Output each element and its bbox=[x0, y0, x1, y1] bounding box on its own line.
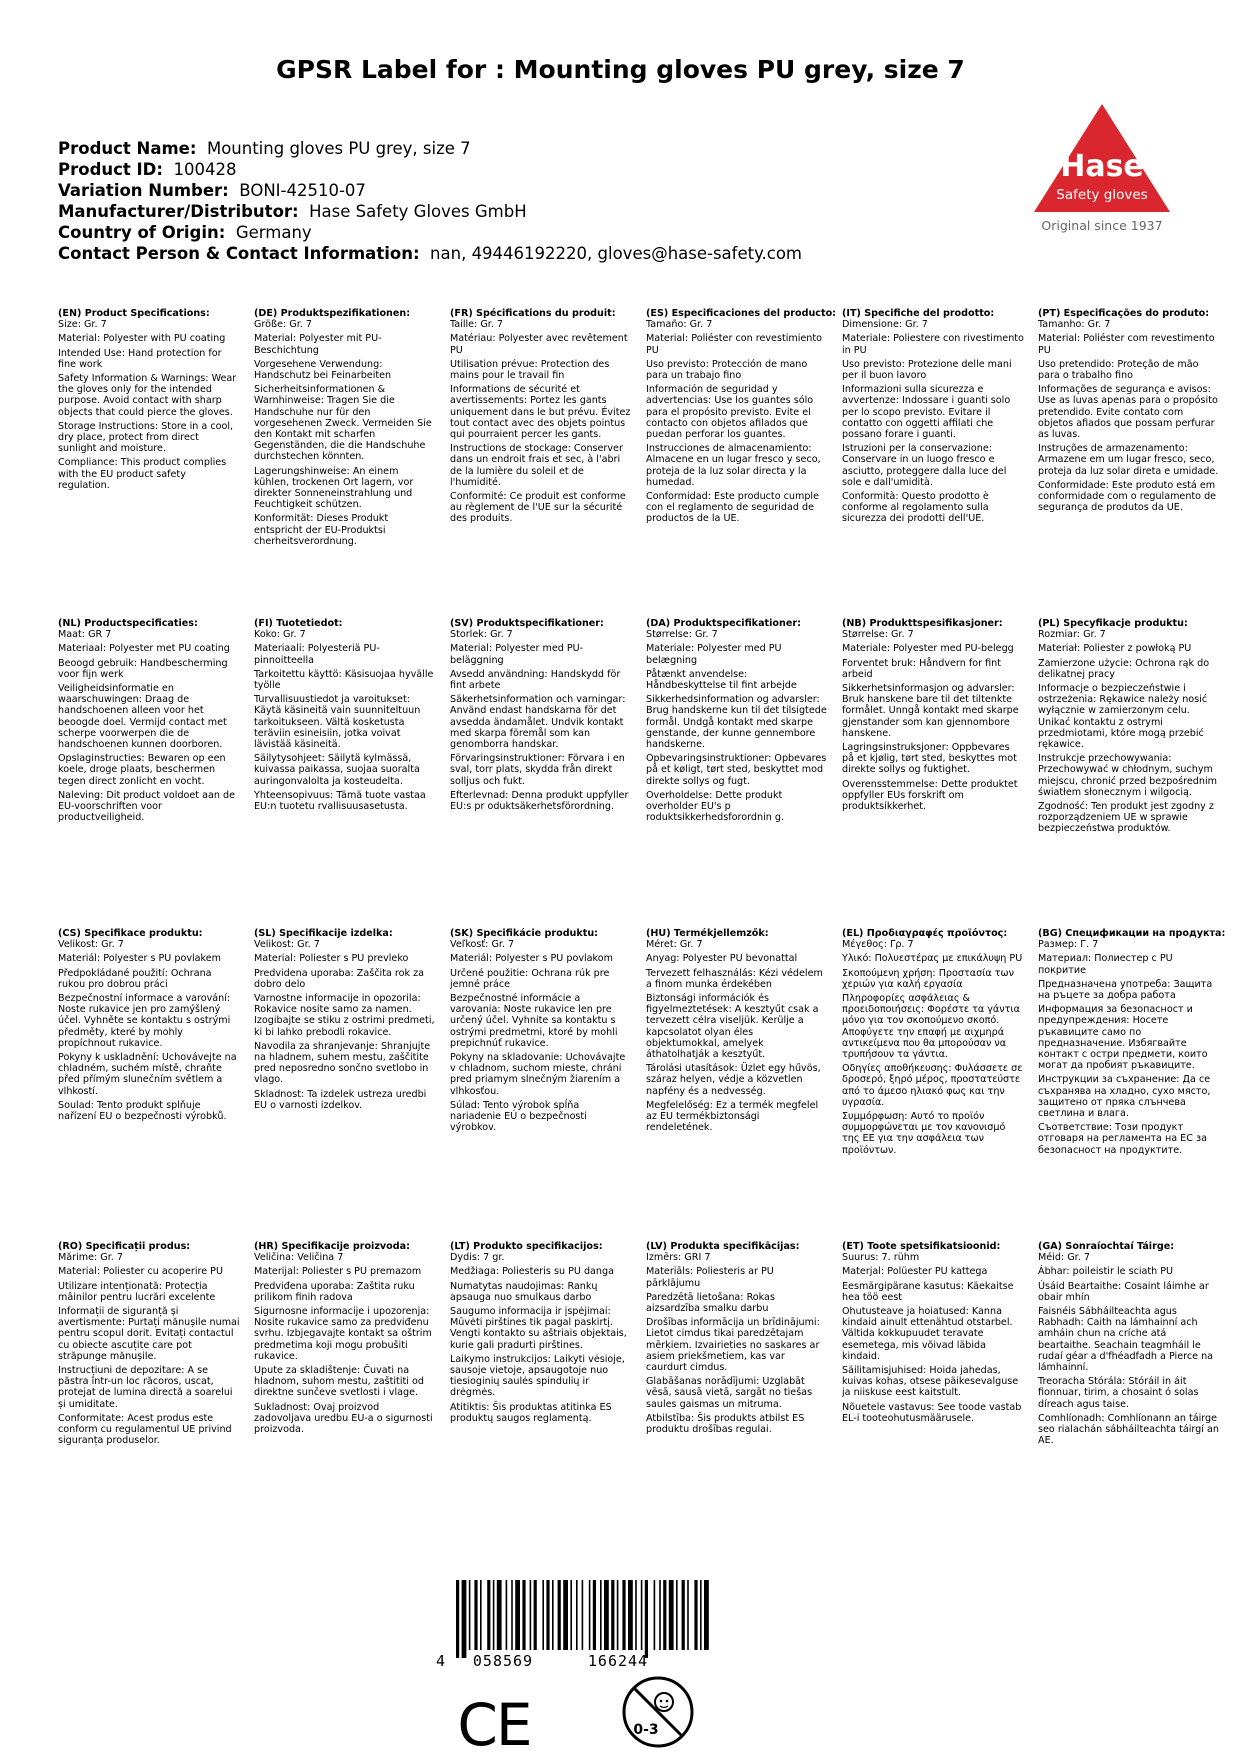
language-spec-field: Pokyny na skladovanie: Uchovávajte v chladnom, suchom mieste, chráni pred priamym slnečným žiarením a vlhkosťou. bbox=[450, 1052, 626, 1097]
language-spec-field: Veiligheidsinformatie en waarschuwingen: Draag de handschoenen alleen voor het beoogde doel. Vermijd contact met scherpe voorwerpen die de handschoenen kunnen doorboren. bbox=[58, 683, 227, 751]
logo-subtitle: Safety gloves bbox=[1056, 187, 1148, 203]
language-spec-header: (SK) Špecifikácie produktu: bbox=[450, 928, 599, 939]
language-spec-field: Opbevaringsinstruktioner: Opbevares på et køligt, tørt sted, beskyttet mod direkte sollys og fugt. bbox=[646, 753, 827, 787]
language-spec-field: Информация за безопасност и предупреждения: Носете ръкавиците само по предназначение. Избягвайте контакт с остри предмети, които могат да пробият ръкавиците. bbox=[1038, 1004, 1208, 1072]
language-spec-field: Mărime: Gr. 7 bbox=[58, 1252, 123, 1264]
language-spec-field: Υλικό: Πολυεστέρας με επικάλυψη PU bbox=[842, 953, 1023, 965]
language-spec-field: Instructions de stockage: Conserver dans un endroit frais et sec, à l'abri de la lumière du soleil et de l'humidité. bbox=[450, 443, 623, 488]
barcode-bar bbox=[641, 1580, 643, 1650]
language-spec-field: Materiāls: Poliesteris ar PU pārklājumu bbox=[646, 1266, 774, 1289]
barcode-bar bbox=[497, 1580, 502, 1650]
language-spec-field: Material: Poliester cu acoperire PU bbox=[58, 1266, 223, 1278]
age-range-label: 0-3 bbox=[633, 1722, 659, 1738]
language-spec-field: Suurus: 7. rühm bbox=[842, 1252, 920, 1264]
language-spec-field: Storage Instructions: Store in a cool, dry place, protect from direct sunlight and moisture. bbox=[58, 420, 234, 455]
language-spec-header: (EN) Product Specifications: bbox=[58, 308, 210, 319]
language-spec-field: Koko: Gr. 7 bbox=[254, 629, 306, 641]
product-info-block bbox=[58, 138, 988, 264]
language-spec-field: Størrelse: Gr. 7 bbox=[646, 629, 718, 641]
language-spec-header: (NL) Productspecificaties: bbox=[58, 618, 198, 629]
language-spec-block bbox=[646, 1241, 842, 1551]
language-spec-field: Eesmärgipärane kasutus: Käekaitse hea töö eest bbox=[842, 1280, 1014, 1303]
info-row bbox=[58, 222, 988, 243]
barcode-bar bbox=[682, 1580, 685, 1650]
barcode-bar bbox=[534, 1580, 537, 1650]
language-spec-field: Informações de segurança e avisos: Use as luvas apenas para o propósito pretendido. Evite contato com objetos afiados que possam perfurar as luvas. bbox=[1038, 384, 1218, 441]
barcode-bar bbox=[622, 1580, 625, 1650]
language-spec-field: Sukladnost: Ovaj proizvod zadovoljava uredbu EU-a o sigurnosti proizvoda. bbox=[254, 1401, 433, 1436]
barcode-bar bbox=[576, 1580, 578, 1650]
barcode-bar bbox=[669, 1580, 674, 1650]
language-spec-field: Opslaginstructies: Bewaren op een koele, droge plaats, beschermen tegen direct zonlicht en vocht. bbox=[58, 753, 226, 787]
language-spec-header: (DE) Produktspezifikationen: bbox=[254, 308, 411, 319]
language-spec-field: Conformità: Questo prodotto è conforme al regolamento sulla sicurezza dei prodotti dell'UE. bbox=[842, 491, 989, 525]
barcode-bar bbox=[635, 1580, 637, 1650]
language-spec-block bbox=[450, 1241, 646, 1551]
language-spec-field: Storlek: Gr. 7 bbox=[450, 629, 513, 641]
language-spec-field: Nõuetele vastavus: See toode vastab EL-i tooteohutusmäärusele. bbox=[842, 1401, 1022, 1424]
language-spec-field: Drošības informācija un brīdinājumi: Lietot cimdus tikai paredzētajam mērķiem. Izvairieties no saskares ar asiem priekšmetiem, kas var caurdurt cimdus. bbox=[646, 1317, 820, 1374]
language-spec-field: Bezpečnostní informace a varování: Noste rukavice jen pro zamýšlený účel. Vyhněte se kontaktu s ostrými předměty, které by mohly propíchnout rukavice. bbox=[58, 993, 231, 1049]
language-spec-field: Tarkoitettu käyttö: Käsisuojaa hyvälle työlle bbox=[254, 668, 434, 692]
info-value: BONI-42510-07 bbox=[239, 181, 366, 200]
barcode-bar bbox=[522, 1580, 525, 1650]
info-label: Product ID: bbox=[58, 160, 163, 179]
language-spec-field: Zamierzone użycie: Ochrona rąk do delikatnej pracy bbox=[1038, 657, 1210, 680]
language-spec-field: Veličina: Veličina 7 bbox=[254, 1252, 344, 1264]
language-spec-field: Säilitamisjuhised: Hoida jahedas, kuivas kohas, otsese päikesevalguse ja niiskuse eest kaitstult. bbox=[842, 1365, 1019, 1399]
barcode-bar bbox=[570, 1580, 572, 1650]
barcode-bar bbox=[515, 1580, 520, 1650]
barcode-bar bbox=[600, 1580, 602, 1650]
info-row bbox=[58, 180, 988, 201]
language-spec-field: Dimensione: Gr. 7 bbox=[842, 319, 928, 331]
language-spec-block bbox=[842, 308, 1038, 618]
language-spec-field: Sikkerhedsinformation og advarsler: Brug handskerne kun til det tilsigtede formål. Undgå kontakt med skarpe genstande, der kunne gennembore handskerne. bbox=[646, 694, 827, 751]
language-spec-block bbox=[58, 618, 254, 928]
barcode-bar bbox=[593, 1580, 596, 1650]
language-spec-field: Uso pretendido: Proteção de mão para o trabalho fino bbox=[1038, 358, 1199, 382]
language-spec-header: (SV) Produktspecifikationer: bbox=[450, 618, 604, 629]
barcode-bar bbox=[546, 1580, 549, 1650]
language-spec-field: Predviđena uporaba: Zaštita ruku prilikom finih radova bbox=[254, 1280, 415, 1303]
language-spec-field: Instrukcje przechowywania: Przechowywać w chłodnym, suchym miejscu, chronić przed bezpośrednim światłem słonecznym i wilgocią. bbox=[1038, 753, 1217, 798]
barcode-bar bbox=[480, 1580, 482, 1650]
barcode-bar bbox=[506, 1580, 508, 1650]
language-spec-field: Úsáid Beartaithe: Cosaint láimhe ar obair mhín bbox=[1038, 1280, 1209, 1303]
language-spec-field: Konformität: Dieses Produkt entspricht der EU-Produktsi cherheitsverordnung. bbox=[254, 513, 389, 547]
language-spec-field: Material: Polyester med PU-beläggning bbox=[450, 643, 584, 666]
language-spec-field: Materijal: Poliester s PU premazom bbox=[254, 1266, 422, 1278]
language-spec-field: Treoracha Stórála: Stóráil in áit fionnuar, tirim, a chosaint ó solas díreach agus taise. bbox=[1038, 1376, 1199, 1410]
barcode-bar bbox=[469, 1580, 471, 1650]
language-spec-block bbox=[58, 1241, 254, 1551]
language-spec-field: Μέγεθος: Γρ. 7 bbox=[842, 939, 914, 951]
barcode-bar bbox=[654, 1580, 656, 1650]
info-value: nan, 49446192220, gloves@hase-safety.com bbox=[430, 244, 802, 263]
language-spec-header: (LT) Produkto specifikacijos: bbox=[450, 1241, 603, 1252]
language-spec-block bbox=[450, 308, 646, 618]
language-spec-header: (RO) Specificații produs: bbox=[58, 1241, 191, 1252]
language-spec-header: (PL) Specyfikacje produktu: bbox=[1038, 618, 1188, 629]
language-spec-field: Предназначена употреба: Защита на ръцете за добра работа bbox=[1038, 978, 1213, 1002]
language-spec-field: Sigurnosne informacije i upozorenja: Nosite rukavice samo za predviđenu svrhu. Izbjegavajte kontakt sa oštrim predmetima koji mogu probušiti rukavice. bbox=[254, 1306, 432, 1362]
language-spec-field: Съответствие: Този продукт отговаря на регламента на ЕС за безопасност на продуктите. bbox=[1038, 1122, 1207, 1156]
language-spec-block bbox=[450, 928, 646, 1241]
language-spec-field: Efterlevnad: Denna produkt uppfyller EU:s pr oduktsäkerhetsförordning. bbox=[450, 789, 629, 813]
language-spec-block bbox=[1038, 618, 1234, 928]
hase-logo-icon bbox=[1034, 104, 1170, 240]
barcode-bar bbox=[589, 1580, 591, 1650]
language-spec-block bbox=[58, 308, 254, 618]
info-value: Hase Safety Gloves GmbH bbox=[309, 202, 527, 221]
language-spec-block bbox=[646, 308, 842, 618]
language-spec-field: Materiał: Poliester z powłoką PU bbox=[1038, 643, 1192, 655]
language-spec-field: Uso previsto: Protección de mano para un trabajo fino bbox=[646, 358, 808, 382]
language-spec-block bbox=[842, 928, 1038, 1241]
language-spec-field: Maat: GR 7 bbox=[58, 629, 112, 641]
language-spec-block bbox=[450, 618, 646, 928]
language-spec-field: Material: Polyester mit PU-Beschichtung bbox=[254, 333, 382, 356]
language-spec-field: Navodila za shranjevanje: Shranjujte na hladnem, suhem mestu, zaščitite pred neposredno sončno svetlobo in vlago. bbox=[254, 1040, 431, 1086]
language-spec-field: Předpokládané použití: Ochrana rukou pro dobrou práci bbox=[58, 967, 212, 990]
info-label: Variation Number: bbox=[58, 181, 229, 200]
language-spec-block bbox=[254, 618, 450, 928]
language-spec-field: Información de seguridad y advertencias: Use los guantes sólo para el propósito previsto. Evite el contacto con objetos afilados que puedan perforar los guantes. bbox=[646, 384, 814, 441]
language-spec-field: Förvaringsinstruktioner: Förvara i en sval, torr plats, skydda från direkt solljus och fukt. bbox=[450, 753, 625, 787]
language-spec-field: Yhteensopivuus: Tämä tuote vastaa EU:n tuotetu rvallisuusasetusta. bbox=[254, 789, 426, 813]
language-grid bbox=[58, 308, 1238, 1548]
language-spec-field: Conformité: Ce produit est conforme au règlement de l'UE sur la sécurité des produits. bbox=[450, 491, 626, 525]
language-spec-field: Lagringsinstruksjoner: Oppbevares på et kjølig, tørt sted, beskyttes mot direkte sollys og fuktighet. bbox=[842, 742, 1017, 776]
info-label: Manufacturer/Distributor: bbox=[58, 202, 299, 221]
language-spec-field: Soulad: Tento produkt splňuje nařízení EU o bezpečnosti výrobků. bbox=[58, 1099, 227, 1123]
language-spec-field: Sikkerhetsinformasjon og advarsler: Bruk hanskene bare til det tiltenkte formålet. Unngå kontakt med skarpe gjenstander som kan gjennombore hanskene. bbox=[842, 683, 1019, 739]
language-spec-field: Faisnéis Sábháilteachta agus Rabhadh: Caith na lámhainní ach amháin chun na críche atá beartaithe. Seachain teagmháil le rudaí géar a d'fhéadfadh a Pierce na lámhainní. bbox=[1038, 1306, 1214, 1374]
barcode-digits-right: 166244 bbox=[587, 1652, 649, 1668]
language-spec-header: (IT) Specifiche del prodotto: bbox=[842, 308, 995, 319]
language-spec-field: Tamaño: Gr. 7 bbox=[646, 319, 713, 331]
language-spec-field: Instrucțiuni de depozitare: A se păstra într-un loc răcoros, uscat, protejat de lumina directă a soarelui și umiditate. bbox=[58, 1365, 233, 1410]
language-spec-field: Instrucciones de almacenamiento: Almacene en un lugar fresco y seco, proteja de la luz solar directa y la humedad. bbox=[646, 443, 821, 488]
language-spec-field: Laikymo instrukcijos: Laikyti vėsioje, sausoje vietoje, apsaugotoje nuo tiesioginių saulės spindulių ir drėgmės. bbox=[450, 1353, 625, 1399]
language-spec-field: Saugumo informacija ir įspėjimai: Mūvėti pirštines tik pagal paskirtį. Vengti kontakto su aštriais objektais, kurie gali pradurti pirštines. bbox=[450, 1306, 627, 1351]
language-spec-field: Säilytysohjeet: Säilytä kylmässä, kuivassa paikassa, suojaa suoralta auringonvalolta ja kosteudelta. bbox=[254, 753, 420, 787]
language-spec-field: Atbilstība: Šis produkts atbilst ES produktu drošības regulai. bbox=[646, 1412, 805, 1436]
barcode-bar bbox=[659, 1580, 661, 1650]
barcode-bar bbox=[687, 1580, 689, 1650]
barcode-bar bbox=[552, 1580, 554, 1650]
language-spec-field: Megfelelőség: Ez a termék megfelel az EU termékbiztonsági rendeletének. bbox=[646, 1099, 819, 1134]
language-spec-field: Anyag: Polyester PU bevonattal bbox=[646, 953, 798, 965]
barcode-bar bbox=[542, 1580, 544, 1650]
language-spec-field: Paredzētā lietošana: Rokas aizsardzība smalku darbu bbox=[646, 1291, 775, 1315]
language-spec-field: Vorgesehene Verwendung: Handschutz bei Feinarbeiten bbox=[254, 358, 392, 382]
barcode-bar bbox=[563, 1580, 568, 1650]
language-spec-field: Atitiktis: Šis produktas atitinka ES produktų saugos reglamentą. bbox=[450, 1401, 612, 1424]
barcode-digits-left: 058569 bbox=[472, 1652, 534, 1668]
ce-mark-icon bbox=[450, 1693, 538, 1751]
language-spec-field: Materiale: Poliestere con rivestimento in PU bbox=[842, 333, 1024, 356]
language-spec-field: Skladnost: Ta izdelek ustreza uredbi EU o varnosti izdelkov. bbox=[254, 1088, 427, 1111]
language-spec-field: Avsedd användning: Handskydd för fint arbete bbox=[450, 668, 621, 692]
info-row bbox=[58, 243, 988, 264]
barcode-bar bbox=[530, 1580, 532, 1650]
language-spec-field: Material: Polyester with PU coating bbox=[58, 333, 226, 345]
info-row bbox=[58, 159, 988, 180]
language-spec-field: Predvidena uporaba: Zaščita rok za dobro delo bbox=[254, 967, 425, 990]
language-spec-field: Conformitate: Acest produs este conform cu regulamentul UE privind siguranța produselor. bbox=[58, 1412, 232, 1447]
language-spec-field: Tárolási utasítások: Üzlet egy hűvös, száraz helyen, védje a közvetlen napfény és a nedvesség. bbox=[646, 1063, 821, 1097]
language-spec-field: Taille: Gr. 7 bbox=[450, 319, 504, 331]
language-spec-block bbox=[254, 308, 450, 618]
barcode-bar bbox=[604, 1580, 609, 1650]
barcode-bar bbox=[700, 1580, 702, 1650]
info-label: Product Name: bbox=[58, 139, 197, 158]
language-spec-field: Turvallisuustiedot ja varoitukset: Käytä käsineitä vain suunniteltuun tarkoitukseen. Vältä kosketusta teräviin esineisiin, jotka voivat lävistää käsineitä. bbox=[254, 694, 421, 751]
language-spec-field: Instruções de armazenamento: Armazene em um lugar fresco, seco, proteja da luz solar direta e umidade. bbox=[1038, 443, 1219, 477]
language-spec-field: Informations de sécurité et avertissements: Portez les gants uniquement dans le but prévu. Évitez tout contact avec des objets pointus qui pourraient percer les gants. bbox=[450, 384, 631, 441]
language-spec-field: Sicherheitsinformationen & Warnhinweise: Tragen Sie die Handschuhe nur für den vorgesehenen Zweck. Vermeiden Sie den Kontakt mit scharfen Gegenständen, die die Handschuhe durchstechen könnten. bbox=[254, 384, 432, 463]
language-spec-field: Material: Poliéster con revestimiento PU bbox=[646, 333, 822, 356]
language-spec-header: (SL) Specifikacije izdelka: bbox=[254, 928, 393, 939]
barcode-bar bbox=[611, 1580, 614, 1650]
language-spec-field: Numatytas naudojimas: Rankų apsauga nuo smulkaus darbo bbox=[450, 1280, 598, 1303]
logo-tagline: Original since 1937 bbox=[1041, 218, 1163, 233]
language-spec-block bbox=[646, 618, 842, 928]
barcode-bar bbox=[474, 1580, 477, 1650]
language-spec-block bbox=[1038, 308, 1234, 618]
language-spec-block bbox=[842, 1241, 1038, 1551]
language-spec-block bbox=[254, 1241, 450, 1551]
language-spec-header: (BG) Спецификации на продукта: bbox=[1038, 928, 1226, 939]
info-label: Contact Person & Contact Information: bbox=[58, 244, 420, 263]
language-spec-header: (NB) Produkttspesifikasjoner: bbox=[842, 618, 1003, 629]
language-spec-field: Materiale: Polyester med PU-belegg bbox=[842, 643, 1014, 655]
language-spec-field: Informacje o bezpieczeństwie i ostrzeżenia: Rękawice należy nosić wyłącznie w zamierzonym celu. Unikać kontaktu z ostrymi przedmiotami, które mogą przebić rękawice. bbox=[1038, 683, 1208, 751]
language-spec-field: Materiál: Polyester s PU povlakem bbox=[58, 953, 222, 965]
language-spec-field: Conformidade: Este produto está em conformidade com o regulamento de segurança de produtos da UE. bbox=[1038, 479, 1217, 514]
language-spec-field: Material: Poliéster com revestimento PU bbox=[1038, 333, 1215, 356]
language-spec-field: Ohutusteave ja hoiatused: Kanna kindaid ainult ettenähtud otstarbel. Vältida kokkupuudet teravate esemetega, mis võivad läbida kindaid. bbox=[842, 1306, 1013, 1362]
barcode-bar bbox=[663, 1580, 666, 1650]
barcode-bar bbox=[704, 1580, 709, 1650]
language-spec-field: Säkerhetsinformation och varningar: Använd endast handskarna för det avsedda ändamålet. Undvik kontakt med skarpa föremål som kan genomborra handskar. bbox=[450, 694, 626, 751]
language-spec-header: (CS) Specifikace produktu: bbox=[58, 928, 203, 939]
language-spec-field: Uso previsto: Protezione delle mani per il buon lavoro bbox=[842, 358, 1012, 382]
barcode-bar bbox=[558, 1580, 561, 1650]
language-spec-field: Méid: Gr. 7 bbox=[1038, 1252, 1090, 1264]
ce-mark-text: CE bbox=[457, 1693, 531, 1751]
barcode-digit-lead: 4 bbox=[436, 1652, 446, 1668]
language-spec-field: Informazioni sulla sicurezza e avvertenze: Indossare i guanti solo per lo scopo previsto. Evitare il contatto con oggetti affilati che possano forare i guanti. bbox=[842, 384, 1011, 441]
language-spec-field: Οδηγίες αποθήκευσης: Φυλάσσετε σε δροσερό, ξηρό μέρος, προστατεύστε από το άμεσο ηλιακό φως και την υγρασία. bbox=[842, 1063, 1023, 1108]
language-spec-block bbox=[1038, 928, 1234, 1241]
language-spec-field: Πληροφορίες ασφάλειας & προειδοποιήσεις: Φορέστε τα γάντια μόνο για τον σκοπούμενο σκοπό. Αποφύγετε την επαφή με αιχμηρά αντικείμενα που θα μπορούσαν να τρυπήσουν τα γάντια. bbox=[842, 993, 1020, 1061]
language-spec-block bbox=[254, 928, 450, 1241]
language-spec-field: Izmērs: GRI 7 bbox=[646, 1252, 711, 1264]
language-spec-field: Velikost: Gr. 7 bbox=[254, 939, 320, 951]
language-spec-header: (FR) Spécifications du produit: bbox=[450, 308, 616, 319]
language-spec-header: (DA) Produktspecifikationer: bbox=[646, 618, 801, 629]
language-spec-block bbox=[1038, 1241, 1234, 1551]
language-spec-field: Size: Gr. 7 bbox=[58, 319, 107, 331]
language-spec-block bbox=[646, 928, 842, 1241]
language-spec-field: Glabāšanas norādījumi: Uzglabāt vēsā, sausā vietā, sargāt no tiešas saules gaismas un mitruma. bbox=[646, 1376, 813, 1410]
language-spec-field: Pokyny k uskladnění: Uchovávejte na chladném, suchém místě, chraňte před přímým slunečním světlem a vlhkostí. bbox=[58, 1052, 237, 1097]
info-value: Germany bbox=[235, 223, 312, 242]
language-spec-header: (LV) Produkta specifikācijas: bbox=[646, 1241, 800, 1252]
language-spec-field: Beoogd gebruik: Handbescherming voor fijn werk bbox=[58, 657, 228, 680]
language-spec-field: Zgodność: Ten produkt jest zgodny z rozporządzeniem UE w sprawie bezpieczeństwa produktów. bbox=[1038, 801, 1214, 835]
language-spec-header: (PT) Especificações do produto: bbox=[1038, 308, 1210, 319]
language-spec-field: Material: Poliester s PU prevleko bbox=[254, 953, 409, 965]
page-title: GPSR Label for : Mounting gloves PU grey, size 7 bbox=[276, 55, 965, 84]
language-spec-block bbox=[58, 928, 254, 1241]
language-spec-field: Safety Information & Warnings: Wear the gloves only for the intended purpose. Avoid contact with sharp objects that could pierce the gloves. bbox=[58, 373, 237, 418]
language-spec-field: Súlad: Tento výrobok spĺňa nariadenie EÚ o bezpečnosti výrobkov. bbox=[450, 1099, 587, 1134]
info-row bbox=[58, 138, 988, 159]
info-value: Mounting gloves PU grey, size 7 bbox=[206, 139, 471, 158]
language-spec-field: Rozmiar: Gr. 7 bbox=[1038, 629, 1106, 641]
language-spec-field: Σκοπούμενη χρήση: Προστασία των χεριών για καλή εργασία bbox=[842, 967, 1014, 990]
language-spec-field: Intended Use: Hand protection for fine work bbox=[58, 347, 222, 370]
info-label: Country of Origin: bbox=[58, 223, 226, 242]
language-spec-field: Medžiaga: Poliesteris su PU danga bbox=[450, 1266, 614, 1278]
language-spec-field: Biztonsági információk és figyelmeztetések: A kesztyűt csak a tervezett célra viseljük. Kerülje a kapcsolatot olyan éles objektumokkal, amelyek áthatolhatják a kesztyűt. bbox=[646, 993, 819, 1061]
language-spec-field: Conformidad: Este producto cumple con el reglamento de seguridad de productos de la UE. bbox=[646, 491, 819, 525]
language-spec-field: Velikost: Gr. 7 bbox=[58, 939, 124, 951]
language-spec-header: (GA) Sonraíochtaí Táirge: bbox=[1038, 1241, 1175, 1252]
language-spec-field: Veľkosť: Gr. 7 bbox=[450, 939, 515, 951]
language-spec-field: Comhlíonadh: Comhlíonann an táirge seo rialachán sábháilteachta táirgí an AE. bbox=[1038, 1412, 1219, 1447]
language-spec-field: Forventet bruk: Håndvern for fint arbeid bbox=[842, 657, 1001, 680]
language-spec-field: Varnostne informacije in opozorila: Rokavice nosite samo za namen. Izogibajte se stiku z ostrimi predmeti, ki bi lahko prebodli rokavice. bbox=[254, 993, 435, 1038]
language-spec-field: Dydis: 7 gr. bbox=[450, 1252, 505, 1264]
language-spec-field: Určené použitie: Ochrana rúk pre jemné práce bbox=[450, 967, 610, 990]
barcode-bar bbox=[456, 1580, 459, 1658]
language-spec-field: Größe: Gr. 7 bbox=[254, 319, 312, 331]
language-spec-field: Materiaali: Polyesteriä PU-pinnoitteella bbox=[254, 643, 380, 666]
info-value: 100428 bbox=[173, 160, 237, 179]
language-spec-field: Materjal: Polüester PU kattega bbox=[842, 1266, 988, 1278]
language-spec-block bbox=[842, 618, 1038, 928]
barcode-bar bbox=[694, 1580, 697, 1650]
language-spec-field: Tervezett felhasználás: Kézi védelem a finom munka érdekében bbox=[646, 967, 823, 990]
barcode-bar bbox=[493, 1580, 495, 1650]
language-spec-field: Materiaal: Polyester met PU coating bbox=[58, 643, 230, 655]
barcode-bar bbox=[628, 1580, 633, 1650]
language-spec-field: Συμμόρφωση: Αυτό το προϊόν συμμορφώνεται με τον κανονισμό της ΕΕ για την ασφάλεια των προϊόντων. bbox=[842, 1111, 1006, 1156]
age-warning-icon bbox=[620, 1674, 696, 1750]
info-row bbox=[58, 201, 988, 222]
barcode-bar bbox=[511, 1580, 513, 1650]
language-spec-header: (HU) Termékjellemzők: bbox=[646, 928, 769, 939]
language-spec-field: Påtænkt anvendelse: Håndbeskyttelse til fint arbejde bbox=[646, 668, 797, 692]
barcode-bar bbox=[582, 1580, 584, 1650]
barcode-bar bbox=[676, 1580, 678, 1650]
language-spec-field: Compliance: This product complies with the EU product safety regulation. bbox=[58, 457, 227, 491]
language-spec-field: Materiál: Polyester s PU povlakom bbox=[450, 953, 613, 965]
language-spec-field: Utilizare intenționată: Protecția mâinilor pentru lucrări excelente bbox=[58, 1280, 216, 1303]
language-spec-field: Материал: Полиестер с PU покритие bbox=[1038, 953, 1173, 976]
language-spec-field: Utilisation prévue: Protection des mains pour le travail fin bbox=[450, 358, 610, 382]
language-spec-header: (ET) Toote spetsifikatsioonid: bbox=[842, 1241, 1001, 1252]
language-spec-field: Naleving: Dit product voldoet aan de EU-voorschriften voor productveiligheid. bbox=[58, 789, 235, 824]
language-spec-field: Bezpečnostné informácie a varovania: Noste rukavice len pre určený účel. Vyhnite sa kontaktu s ostrými predmetmi, ktoré by mohli prepichnúť rukavice. bbox=[450, 993, 618, 1049]
language-spec-field: Informații de siguranță și avertismente: Purtați mănușile numai pentru scopul dorit. Evitați contactul cu obiecte ascuțite care pot străpunge mănușile. bbox=[58, 1306, 240, 1362]
language-spec-header: (ES) Especificaciones del producto: bbox=[646, 308, 837, 319]
barcode-bar bbox=[462, 1580, 467, 1658]
language-spec-field: Инструкции за съхранение: Да се съхранява на хладно, сухо място, защитено от пряка слънчева светлина и влага. bbox=[1038, 1074, 1211, 1120]
language-spec-field: Matériau: Polyester avec revêtement PU bbox=[450, 333, 628, 356]
language-spec-field: Istruzioni per la conservazione: Conservare in un luogo fresco e asciutto, proteggere dalla luce del sole e dall'umidità. bbox=[842, 443, 1007, 488]
language-spec-field: Méret: Gr. 7 bbox=[646, 939, 703, 951]
barcode-bar bbox=[645, 1580, 648, 1658]
language-spec-header: (HR) Specifikacije proizvoda: bbox=[254, 1241, 410, 1252]
language-spec-field: Tamanho: Gr. 7 bbox=[1038, 319, 1111, 331]
ean-barcode bbox=[432, 1580, 714, 1668]
language-spec-field: Ábhar: poileistir le sciath PU bbox=[1038, 1266, 1174, 1278]
language-spec-field: Overholdelse: Dette produkt overholder EU's p roduktsikkerhedsforordnin g. bbox=[646, 789, 785, 824]
language-spec-field: Размер: Г. 7 bbox=[1038, 939, 1099, 951]
language-spec-field: Lagerungshinweise: An einem kühlen, trockenen Ort lagern, vor direkter Sonneneinstrahlung und Feuchtigkeit schützen. bbox=[254, 465, 414, 511]
language-spec-field: Størrelse: Gr. 7 bbox=[842, 629, 914, 641]
language-spec-header: (EL) Προδιαγραφές προϊόντος: bbox=[842, 928, 1008, 939]
logo-brand: Hase bbox=[1060, 149, 1144, 184]
language-spec-field: Materiale: Polyester med PU belægning bbox=[646, 643, 782, 666]
barcode-bar bbox=[487, 1580, 490, 1650]
barcode-bar bbox=[617, 1580, 619, 1650]
language-spec-field: Upute za skladištenje: Čuvati na hladnom, suhom mestu, zaštititi od direktne sunčeve svetlosti i vlage. bbox=[254, 1365, 424, 1399]
language-spec-header: (FI) Tuotetiedot: bbox=[254, 618, 343, 629]
language-spec-field: Overensstemmelse: Dette produktet oppfyller EUs forskrift om produktsikkerhet. bbox=[842, 778, 1018, 813]
